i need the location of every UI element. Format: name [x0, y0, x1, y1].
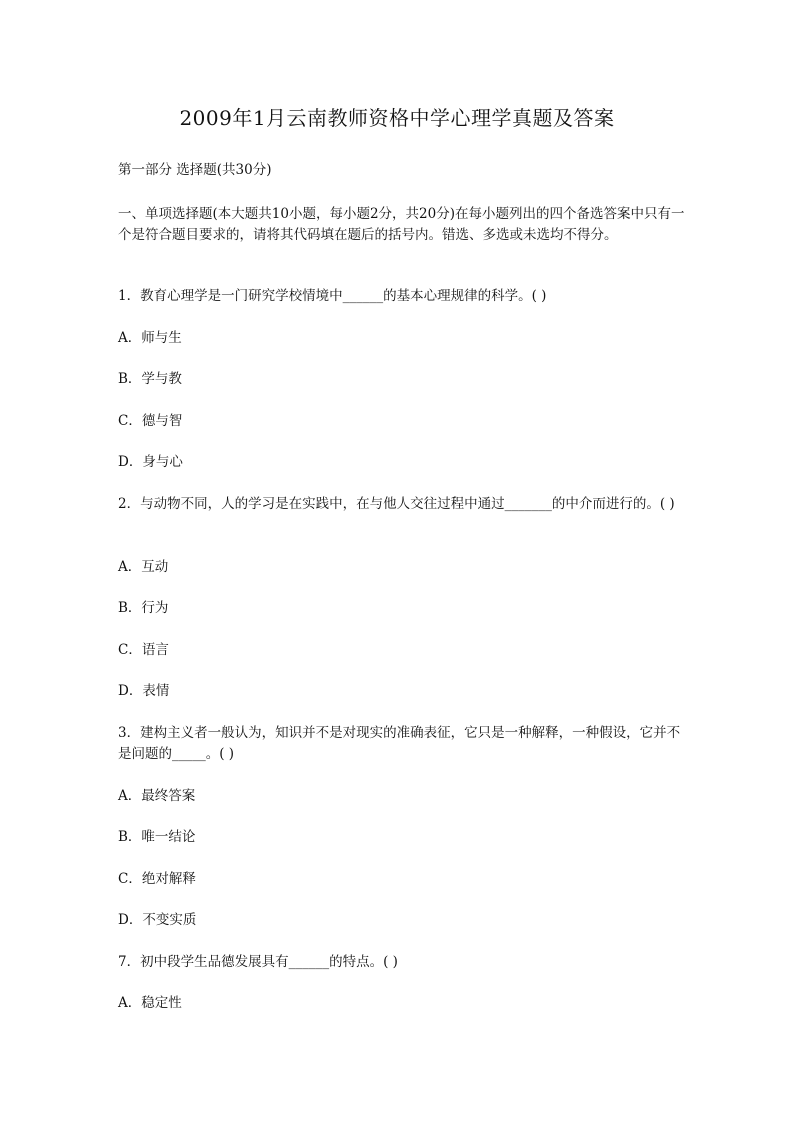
question-3-option-c: C．绝对解释 — [118, 871, 196, 887]
question-3-option-a: A．最终答案 — [118, 788, 196, 804]
question-7-stem: 7．初中段学生品德发展具有______的特点。( ) — [118, 954, 398, 970]
question-3-stem: 3．建构主义者一般认为，知识并不是对现实的准确表征，它只是一种解释，一种假设，它并不是问题的_____。( ) — [118, 725, 681, 762]
section-title: 第一部分 选择题(共30分) — [118, 162, 272, 178]
page-title: 2009年1月云南教师资格中学心理学真题及答案 — [179, 106, 615, 130]
instructions-paragraph: 一、单项选择题(本大题共10小题，每小题2分，共20分)在每小题列出的四个备选答案中只有一个是符合题目要求的，请将其代码填在题后的括号内。错选、多选或未选均不得分。 — [118, 206, 685, 243]
question-3-option-d: D．不变实质 — [118, 912, 197, 928]
question-1-stem: 1．教育心理学是一门研究学校情境中______的基本心理规律的科学。( ) — [118, 288, 547, 304]
question-1-option-c: C．德与智 — [118, 413, 183, 429]
question-1-option-a: A．师与生 — [118, 330, 182, 346]
question-2-option-d: D．表情 — [118, 683, 170, 699]
question-2-option-b: B．行为 — [118, 600, 169, 616]
question-1-option-b: B．学与教 — [118, 371, 182, 387]
question-2-option-a: A．互动 — [118, 559, 169, 575]
question-1-option-d: D．身与心 — [118, 454, 183, 470]
question-7-option-a: A．稳定性 — [118, 995, 182, 1011]
question-2-stem: 2．与动物不同，人的学习是在实践中，在与他人交往过程中通过_______的中介而进行的。( ) — [118, 496, 675, 512]
question-2-option-c: C．语言 — [118, 642, 169, 658]
question-3-option-b: B．唯一结论 — [118, 829, 196, 845]
